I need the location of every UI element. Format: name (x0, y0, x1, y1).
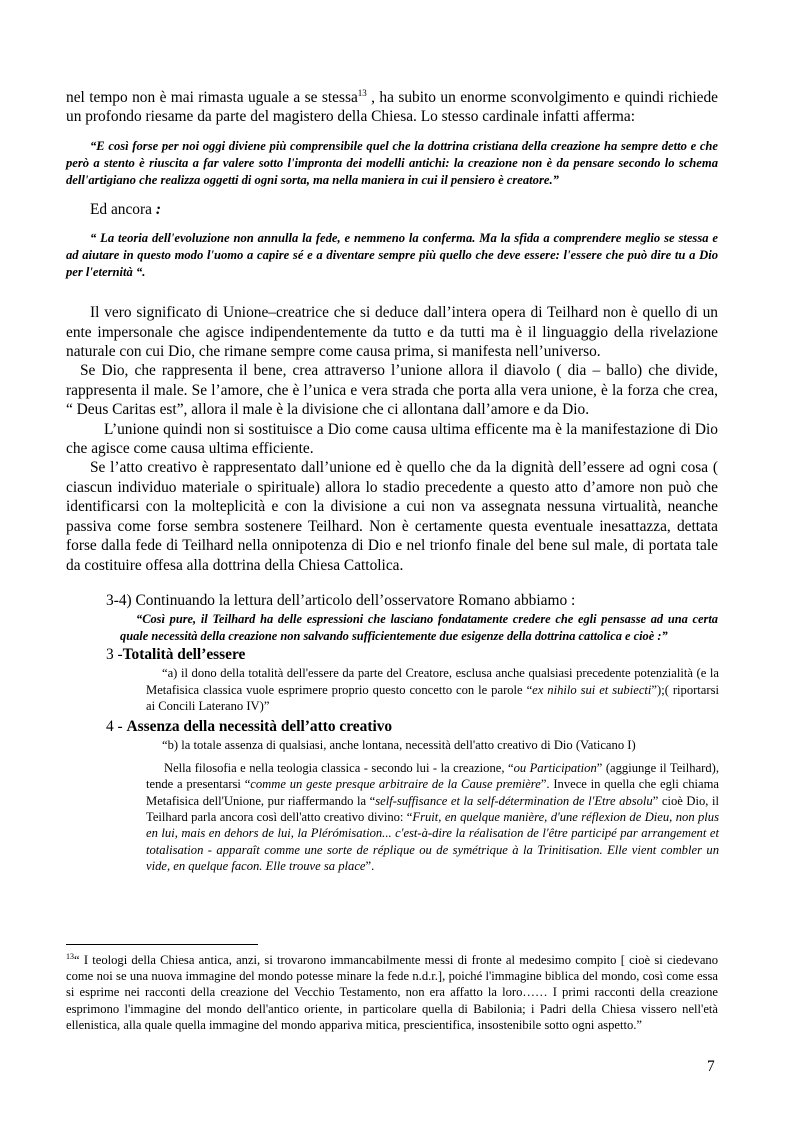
paragraph-opening (66, 88, 718, 127)
item-a (146, 665, 719, 714)
text-italic: self-suffisance et la self-détermination de l'Etre absolu (375, 793, 653, 808)
text: ” cioè Dio, il Teilhard parla ancora così dell'atto creativo divino: “ (146, 793, 719, 824)
quote-cardinal-1: “E così forse per noi oggi diviene più comprensibile quel che la dottrina cristiana della creazione ha sempre detto e che però a stento è riuscita a far valere sotto l'impronta dei modelli antichi: la creazione non è da pensare secondo lo schema dell'artigiano che realizza oggetti di ogni sorta, ma nella maniera in cui il pensiero è creatore.” (66, 138, 718, 187)
text-italic: Fruit, en quelque manière, d'une réflexion de Dieu, non plus en lui, mais en dehors de lui, la Plérómisation... c'est-à-dire la réalisation de l'être participé par arrangement et totalisation - apparaît comme une sorte de réplique ou de symétrique à la Trinitisation. Elle vient combler un vide, en quelque facon. Elle trouve sa place (146, 809, 719, 874)
paragraph-unione: Il vero significato di Unione–creatrice che si deduce dall’intera opera di Teilhard non è quello di un ente impersonale che agisce indipendentemente da tutto e da tutti ma è il linguaggio della rivelazione naturale con cui Dio, che rimane sempre come causa prima, si manifesta nell’universo. (66, 304, 718, 361)
text: nel tempo non è mai rimasta uguale a se stessa (66, 89, 358, 106)
section-3-4-intro: 3-4) Continuando la lettura dell’articolo dell’osservatore Romano abbiamo : (106, 591, 576, 609)
text: “a) il dono della totalità dell'essere da parte del Creatore, esclusa anche qualsiasi precedente potenzialità (e la Metafisica classica vuole esprimere proprio questo concetto con le parole “ (146, 666, 719, 697)
text: Nella filosofia e nella teologia classica - secondo lui - la creazione, “ (164, 760, 514, 775)
heading-number: 4 - (106, 718, 127, 736)
text: ”. Invece in quella che egli chiama Metafisica dell'Unione, pur riaffermando la “ (146, 777, 719, 808)
text: Ed ancora (90, 200, 152, 218)
footnote-13 (66, 952, 718, 1033)
text-italic: ou Participation (513, 760, 597, 775)
quote-osservatore: “Così pure, il Teilhard ha delle espressioni che lasciano fondatamente credere che egli pensasse ad una certa quale necessità della creazione non salvando sufficientemente due esigenze della dottrina cattolica e cioè :” (120, 611, 718, 643)
heading-title: Assenza della necessità dell’atto creativo (126, 718, 393, 736)
text: ”);( riportarsi ai Concili Laterano IV)” (146, 682, 719, 713)
text: ”. (365, 859, 375, 874)
text: , ha subito un enorme sconvolgimento e quindi richiede un profondo riesame da parte del magistero della Chiesa. Lo stesso cardinale infatti afferma: (66, 89, 718, 126)
paragraph-nella-filosofia (146, 760, 719, 875)
text-italic: ex nihilo sui et subiecti (532, 682, 652, 697)
page-body (66, 88, 718, 875)
paragraph-atto-creativo: Se l’atto creativo è rappresentato dall’unione ed è quello che da la dignità dell’essere ad ogni cosa ( ciascun individuo materiale o spirituale) allora lo stadio precedente a questo atto d’amore non può che identificarsi con la molteplicità e con la divisione a cui non va assegnata nessuna virtualità, neanche passiva come forse sembra sostenere Teilhard. Non è certamente questa eventuale inesattazza, dettata forse dalla fede di Teilhard nella onnipotenza di Dio e nel trionfo finale del bene sul male, di portata tale da costituire offesa alla dottrina della Chiesa Cattolica. (66, 459, 718, 574)
paragraph-bene-male: Se Dio, che rappresenta il bene, crea attraverso l’unione allora il diavolo ( dia – ballo) che divide, rappresenta il male. Se l’amore, che è l’unica e vera strada che porta alla vera unione, è la forza che crea, “ Deus Caritas est”, allora il male è la divisione che ci allontana dall’amore e da Dio. (66, 362, 718, 419)
heading-totalita (106, 644, 718, 665)
text: ” (aggiunge il Teilhard), tende a presentarsi “ (146, 760, 719, 792)
text: : (151, 200, 161, 218)
footnote-number: 13 (66, 951, 74, 961)
footnote-ref[interactable]: 13 (357, 87, 367, 98)
heading-number: 3 - (106, 646, 123, 664)
paragraph-causa-ultima: L’unione quindi non si sostituisce a Dio come causa ultima efficente ma è la manifestazione di Dio che agisce come causa ultima efficiente. (66, 420, 718, 458)
text-italic: comme un geste presque arbitraire de la Cause première (250, 777, 541, 792)
ed-ancora (66, 200, 718, 219)
item-b: “b) la totale assenza di qualsiasi, anche lontana, necessità dell'atto creativo di Dio (Vaticano I) (162, 738, 636, 753)
footnote-text: “ I teologi della Chiesa antica, anzi, si trovarono immancabilmente messi di fronte al medesimo compito [ cioè si ciedevano come noi se una nuova immagine del mondo potesse minare la fede n.d.r.], poiché l'immagine biblica del mondo, così come essa si esprime nei racconti della creazione del Vecchio Testamento, non era affatto la loro…… I primi racconti della creazione esprimono l'immagine del mondo dell'antico oriente, in particolare quella di Babilonia; i Padri della Chiesa vissero nell'età ellenistica, alla quale quella immagine del mondo appariva mitica, prescientifica, insostenibile sotto ogni aspetto.” (66, 953, 718, 1032)
page-number: 7 (707, 1058, 715, 1075)
quote-cardinal-2: “ La teoria dell'evoluzione non annulla la fede, e nemmeno la conferma. Ma la sfida a comprendere meglio se stessa e ad aiutare in questo modo l'uomo a capire sé e a diventare sempre più quello che deve essere: l'essere che può dire tu a Dio per l'eternità “. (66, 231, 718, 280)
heading-assenza (106, 716, 718, 737)
heading-title: Totalità dell’essere (122, 646, 246, 664)
footnote-separator (66, 944, 258, 945)
